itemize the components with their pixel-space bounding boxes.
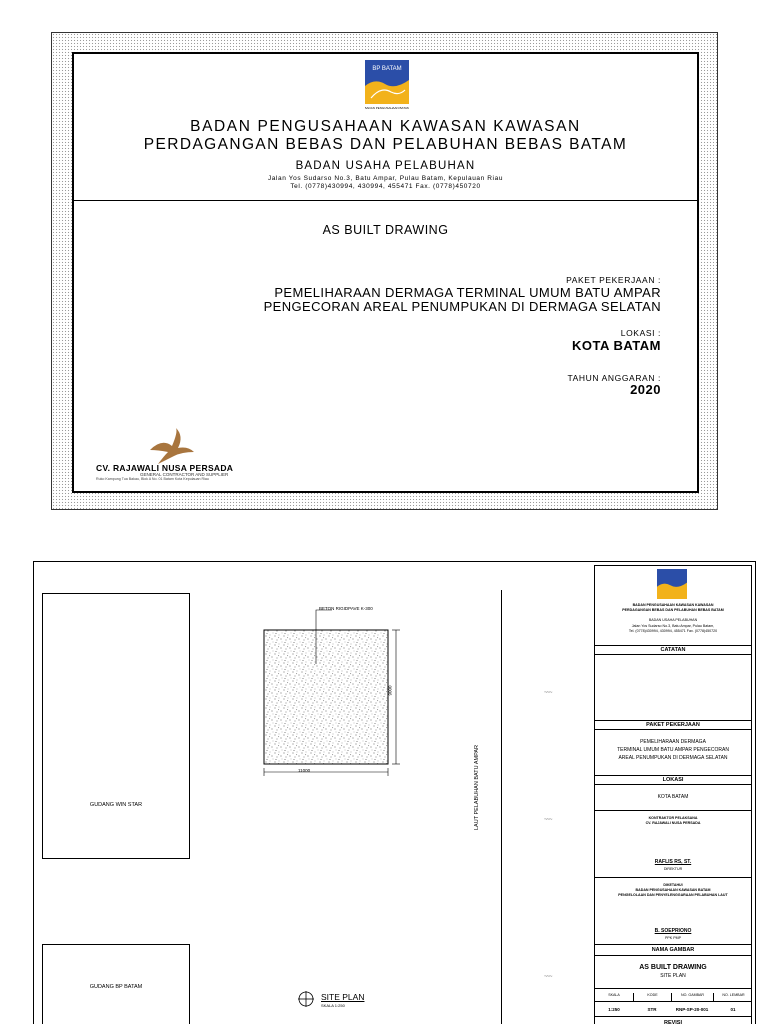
unit-name: BADAN USAHA PELABUHAN [295,160,476,172]
paket-label: PAKET PEKERJAAN : [566,275,661,285]
eagle-logo-icon [148,428,196,466]
tb-paket2: TERMINAL UMUM BATU AMPAR PENGECORAN [617,747,729,753]
sea-label: LAUT PELABUHAN BATU AMPAR [474,745,480,830]
tb-addr2: Tel. (0778)430994, 430994, 455471 Fax. (0778)450720 [628,629,718,633]
paket-line2: PENGECORAN AREAL PENUMPUKAN DI DERMAGA SELATAN [263,299,661,314]
tb-nama-label: NAMA GAMBAR [651,947,695,953]
tb-col-no-lembar: NO. LEMBAR [713,993,753,1002]
tb-val-skala: 1:250 [608,1007,620,1012]
header-divider [74,200,697,201]
caption-title: SITE PLAN [321,992,365,1002]
logo-caption: BADAN PENGUSAHAAN BATAM [365,106,409,110]
tb-diketahui-org2: PENGELOLAAN DAN PENYELENGGARAAN PELABUHAN LAUT [618,893,728,897]
company-address: Ruko Kampung Tua Bakau, Blok A No. 01 Batam Kota Kepulauan Riau [96,477,209,481]
tb-revisi-head [595,1017,751,1024]
tb-lokasi-box [595,785,751,811]
cover-frame [72,52,699,493]
tb-kontraktor2: CV. RAJAWALI NUSA PERSADA [645,821,701,825]
cover-sheet [51,32,718,510]
tb-paket-head [595,721,751,730]
tb-org1: BADAN PENGUSAHAAN KAWASAN KAWASAN [632,603,714,607]
org-name-line2: PERDAGANGAN BEBAS DAN PELABUHAN BEBAS BATAM [143,136,628,153]
bp-batam-logo [365,60,409,110]
tb-val-no-lembar: 01 [730,1007,736,1012]
tb-kontraktor1: KONTRAKTOR PELAKSANA [648,816,698,820]
tb-nama-box [595,956,751,989]
tb-catatan-box [595,655,751,721]
dimension-height: 9000 [387,685,393,696]
tb-kontraktor-box [595,811,751,878]
tb-nama-head [595,945,751,956]
building-label: GUDANG BP BATAM [89,984,143,990]
title-block [594,565,752,1024]
tb-info-head [595,989,751,1002]
org-name-line1: BADAN PENGUSAHAAN KAWASAN KAWASAN [190,118,581,135]
tb-nama1: AS BUILT DRAWING [639,964,707,971]
tb-director-role: DIREKTUR [663,867,683,871]
tahun-value: 2020 [630,382,661,397]
tb-logo-icon [657,569,687,599]
material-leader-label: BETON RIGIDPAVE K-300 [319,606,373,611]
drawing-title: AS BUILT DRAWING [322,223,449,237]
building-label: GUDANG WIN STAR [89,802,143,808]
dimension-width: 11000 [298,768,311,773]
sea-boundary-line [501,590,502,1024]
tb-diketahui-box [595,878,751,945]
tb-catatan-head [595,646,751,655]
org-address: Jalan Yos Sudarso No.3, Batu Ampar, Pulau Batam, Kepulauan Riau [267,175,504,182]
tb-header [595,566,751,646]
tb-info-values [595,1002,751,1017]
tb-paket-box [595,730,751,776]
org-phone: Tel. (0778)430994, 430994, 455471 Fax. (0778)450720 [290,183,481,190]
tb-col-no-gambar: NO. GAMBAR [671,993,713,1002]
tahun-label: TAHUN ANGGARAN : [567,373,661,383]
logo-text: BP BATAM [372,66,402,72]
tb-paket1: PEMELIHARAAN DERMAGA [640,739,706,745]
tb-unit: BADAN USAHA PELABUHAN [648,618,698,622]
tb-val-kode: STR [647,1007,657,1012]
tb-diketahui-org1: BADAN PENGUSAHAAN KAWASAN BATAM [635,888,711,892]
caption-scale: SKALA 1:250 [321,1003,345,1008]
building-gudang-win-star [42,593,190,859]
tb-revisi-label: REVISI [663,1020,683,1024]
tb-director-name: RAFLIS RS, ST. [654,859,692,865]
building-gudang-bp-batam [42,944,190,1024]
wave-symbol: ~~~ [544,817,552,823]
tb-val-no-gambar: RNP-SP-20-001 [675,1007,709,1012]
section-marker-icon [297,990,315,1008]
tb-paket3: AREAL PENUMPUKAN DI DERMAGA SELATAN [618,755,728,761]
paket-line1: PEMELIHARAAN DERMAGA TERMINAL UMUM BATU AMPAR [274,285,661,300]
tb-col-skala: SKALA [608,993,620,997]
tb-diketahui: DIKETAHUI [663,883,683,887]
company-tagline: GENERAL CONTRACTOR AND SUPPLIER [140,472,229,477]
wave-symbol: ~~~ [544,690,552,696]
tb-ppk-name: B. SOEPRIONO [654,928,692,934]
lokasi-label: LOKASI : [620,328,661,338]
tb-paket-label: PAKET PEKERJAAN [646,722,700,728]
lokasi-value: KOTA BATAM [572,338,661,353]
concrete-area [264,630,388,764]
tb-lokasi-label: LOKASI [662,777,684,783]
tb-col-kode: KODE [633,993,671,1002]
tb-ppk-role: PPK PMP [665,936,681,940]
wave-symbol: ~~~ [544,974,552,980]
tb-lokasi: KOTA BATAM [657,794,689,800]
tb-org2: PERDAGANGAN BEBAS DAN PELABUHAN BEBAS BATAM [622,608,724,612]
site-plan-sheet [33,561,756,1024]
tb-catatan-label: CATATAN [660,647,686,653]
site-plan-caption [297,990,365,1013]
tb-nama2: SITE PLAN [660,973,686,979]
tb-addr1: Jalan Yos Sudarso No.3, Batu Ampar, Pulau Batam, [631,624,715,628]
company-name: CV. RAJAWALI NUSA PERSADA [96,463,234,473]
tb-lokasi-head [595,776,751,785]
